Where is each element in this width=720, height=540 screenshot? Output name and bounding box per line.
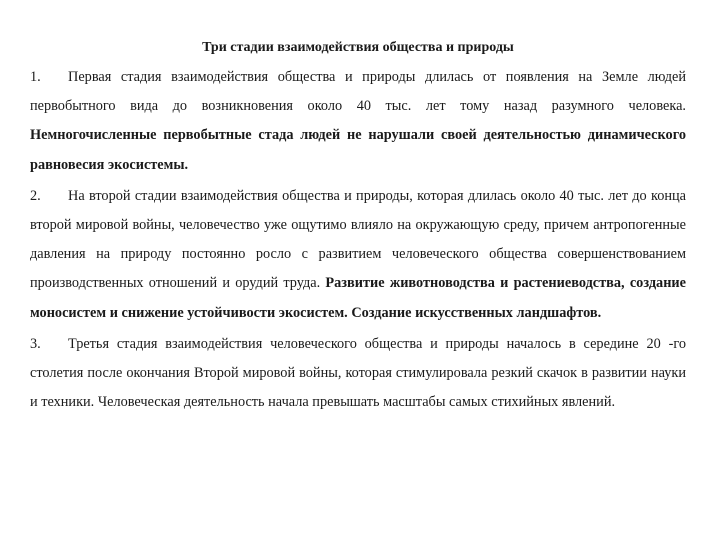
stage-1-paragraph	[30, 63, 686, 180]
stage-1-bold-text: Немногочисленные первобытные стада людей не нарушали своей деятельностью динамического равновесия экосистемы.	[30, 127, 686, 173]
stage-3-number: 3.	[30, 335, 41, 352]
stage-1-number: 1.	[30, 69, 41, 85]
stage-2-bold-text: Развитие животноводства и растениеводства, создание моносистем и снижение устойчивости экосистем. Создание искусственных ландшафтов.	[30, 275, 687, 321]
stage-3-text: Третья стадия взаимодействия человеческого общества и природы началось в середине 20 -го столетия после окончания Второй мировой войны, которая стимулировала резкий скачок в развитии науки и техники. Человеческая деятельность начала превышать масштабы самых стихийных явлений.	[30, 335, 686, 411]
document-page	[30, 36, 686, 419]
stage-3-paragraph	[30, 330, 686, 418]
document-title: Три стадии взаимодействия общества и природы	[202, 40, 514, 55]
stage-2-text: На второй стадии взаимодействия общества и природы, которая длилась около 40 тыс. лет до конца второй мировой войны, человечество уже ощутимо влияло на окружающую среду, причем антропогенные давления на природу постоянно росло с развитием человеческого общества совершенствованием производственных отношений и орудий труда.	[30, 187, 686, 292]
stage-1-text: Первая стадия взаимодействия общества и природы длилась от появления на Земле людей первобытного вида до возникновения около 40 тыс. лет тому назад разумного человека.	[30, 69, 686, 115]
stage-2-paragraph	[30, 182, 686, 328]
stage-2-number: 2.	[30, 187, 41, 204]
